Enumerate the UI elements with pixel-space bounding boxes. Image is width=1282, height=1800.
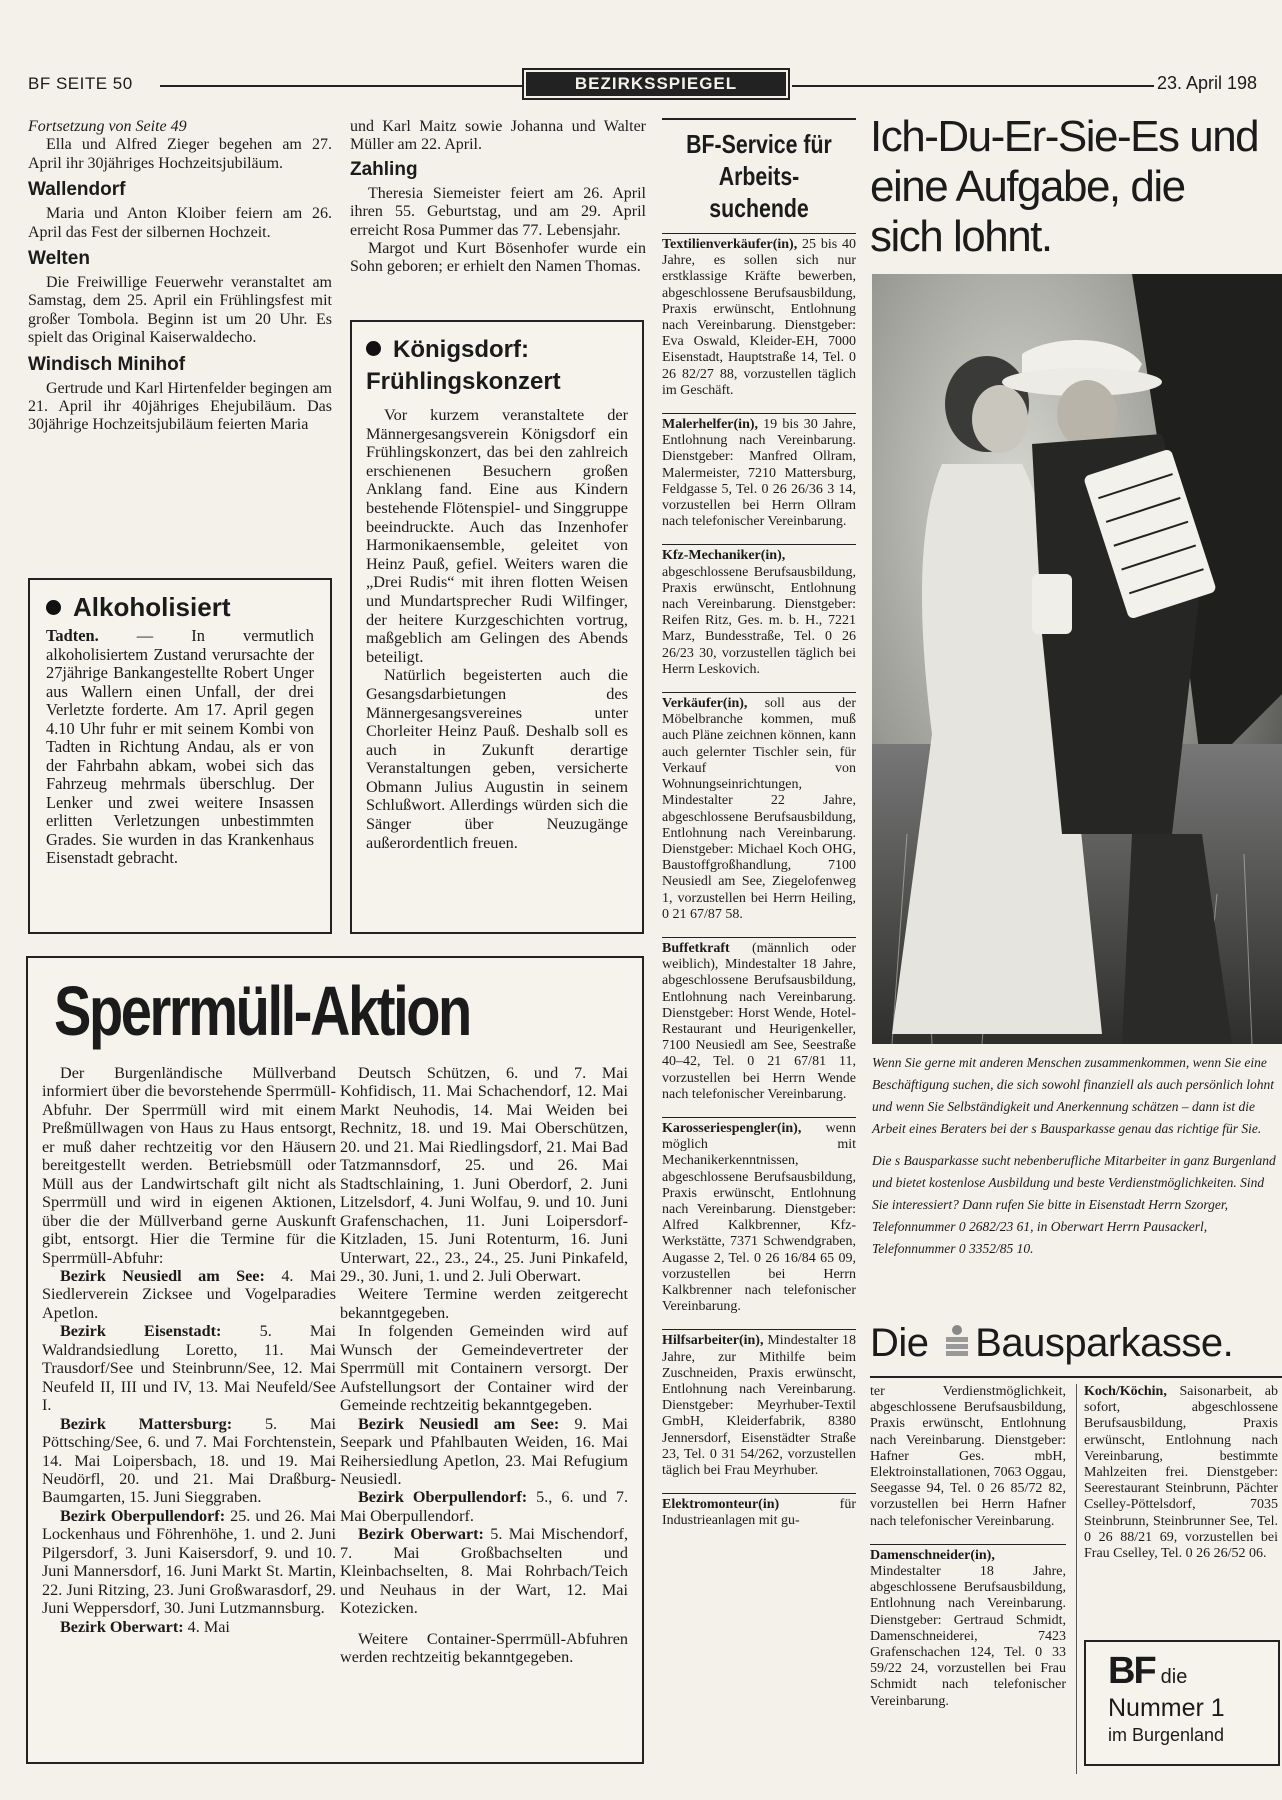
ad-photo bbox=[872, 274, 1282, 1044]
bf-die: die bbox=[1160, 1666, 1188, 1688]
heading-welten: Welten bbox=[28, 248, 90, 270]
logo-underline bbox=[870, 1376, 1282, 1378]
sperrmuell-paragraph: Der Burgenländische Müllverband informiert über die bevorstehende Sperrmüll-Abfuhr. Der Sperrmüll wird mit einem Preßmüllwagen von Haus zu Haus entsorgt, er muß daher rechtzeitig vor den Häusern bereitgestellt werden. Betriebsmüll oder Müll aus der Landwirtschaft gilt nicht als Sperrmüll und wird in eigenen Aktionen, über die der Müllverband gerne Auskunft gibt, entsorgt. Hier die Termine für die Sperrmüll-Abfuhr: bbox=[42, 1064, 336, 1267]
sperrmuell-paragraph: Bezirk Neusiedl am See: 9. Mai Seepark und Pfahlbauten Weiden, 16. Mai Reihersiedlung Apetlon, 23. Mai Refugium Neusiedl. bbox=[340, 1414, 629, 1488]
heading-zahling: Zahling bbox=[350, 158, 418, 180]
ad-headline: Ich-Du-Er-Sie-Es und eine Aufgabe, die sich lohnt. bbox=[870, 112, 1259, 261]
article-koenigsdorf bbox=[350, 320, 644, 934]
sperrmuell-paragraph: In folgenden Gemeinden wird auf Wunsch der Gemeindevertreter der Sperrmüll mit Containern versorgt. Der Aufstellungsort der Container wird der Gemeinde rechtzeitig bekanntgegeben. bbox=[340, 1322, 628, 1415]
alkoholisiert-headline: Alkoholisiert bbox=[46, 592, 314, 623]
heading-wallendorf: Wallendorf bbox=[28, 179, 126, 201]
paragraph-maitz: und Karl Maitz sowie Johanna und Walter Müller am 22. April. bbox=[350, 118, 646, 154]
continuation-note: Fortsetzung von Seite 49 bbox=[28, 118, 187, 135]
koenigsdorf-paragraph-2: Natürlich begeisterten auch die Gesangsdarbietungen des Männergesangsvereines unter Chorleiter Heinz Pauß. Deshalb soll es auch in Zukunft derartige Veranstaltungen geben, versicherte Obmann Julius Augustin in seinem Schlußwort. Allerdings würden sich die Sänger über Neuzugänge außerordentlich freuen. bbox=[366, 665, 628, 852]
section-tab-label: BEZIRKSSPIEGEL bbox=[526, 72, 786, 96]
ad-caption bbox=[872, 1052, 1276, 1260]
paragraph-ella: Ella und Alfred Zieger begehen am 27. April ihr 30jähriges Hochzeitsjubiläum. bbox=[28, 136, 332, 172]
job-koch: Koch/Köchin, Saisonarbeit, ab sofort, abgeschlossene Berufsausbildung, Praxis erwünscht, Entlohnung nach Vereinbarung, bestimmte Mahlzeiten frei. Dienstgeber: Seerestaurant Steinbrunn, Pächter Cselley-Pöttelsdorf, 7035 Steinbrunn, Steinbrunner See, Tel. 0 26 88/21 69, vorzustellen bei Frau Cselley, Tel. 0 26 26/52 06. bbox=[1084, 1384, 1278, 1562]
sperrmuell-paragraph: Weitere Termine werden zeitgerecht bekanntgegeben. bbox=[340, 1285, 628, 1322]
job-listing: Textilienverkäufer(in), 25 bis 40 Jahre, es sollen sich nur erstklassige Kräfte bewerben, abgeschlossene Berufsausbildung, Praxis erwünscht, Entlohnung nach Vereinbarung. Dienstgeber: Eva Oswald, Kleider-EH, 7000 Eisenstadt, Hauptstraße 14, Tel. 0 26 82/27 88, vorzustellen täglich im Geschäft. bbox=[662, 233, 856, 399]
job-listing: Verkäufer(in), soll aus der Möbelbranche kommen, muß auch Pläne zeichnen können, kann auch gelernter Tischler sein, für Verkauf von Wohnungseinrichtungen, Mindestalter 22 Jahre, abgeschlossene Berufsausbildung, Entlohnung nach Vereinbarung. Dienstgeber: Michael Koch OHG, Baustoffgroßhandlung, 7100 Neusiedl am See, Ziegelofenweg 1, vorzustellen bei Herrn Heiling, 0 21 67/87 58. bbox=[662, 692, 856, 923]
job-listing: Karosseriespengler(in), wenn möglich mit Mechanikerkenntnissen, abgeschlossene Berufsausbildung, Praxis erwünscht, Entlohnung nach Vereinbarung. Dienstgeber: Alfred Kalkbrenner, Kfz-Werkstätte, 7371 Schwendgraben, Augasse 2, Tel. 0 26 16/84 65 09, vorzustellen bei Herrn Kalkbrenner nach telefonischer Vereinbarung. bbox=[662, 1117, 856, 1315]
ad-caption-2: Die s Bausparkasse sucht nebenberufliche Mitarbeiter in ganz Burgenland und bietet kostenlose Ausbildung und beste Verdienstmöglichkeiten. Sind Sie interessiert? Dann rufen Sie bitte in Eisenstadt Herrn Szorger, Telefonnummer 0 2682/23 61, in Oberwart Herrn Pausackerl, Telefonnummer 0 3352/85 10. bbox=[872, 1153, 1276, 1256]
service-title: BF-Service für Arbeits- suchende bbox=[686, 129, 832, 223]
service-top-rule bbox=[662, 118, 856, 120]
sperrmuell-paragraph: Bezirk Oberpullendorf: 25. und 26. Mai Lockenhaus und Föhrenhöhe, 1. und 2. Juni Pilgersdorf, 3. Juni Kaisersdorf, 9. und 10. Juni Mannersdorf, 16. Juni Markt St. Martin, 22. Juni Ritzing, 23. Juni Großwarasdorf, 29. Juni Weppersdorf, 30. Juni Lutzmannsburg. bbox=[42, 1506, 336, 1618]
bullet-icon bbox=[366, 341, 381, 356]
sperrmuell-paragraph: Bezirk Oberpullendorf: 5., 6. und 7. Mai Oberpullendorf. bbox=[340, 1488, 628, 1525]
column-5 bbox=[870, 1384, 1066, 1724]
job-elektromonteur-continued: ter Verdienstmöglichkeit, abgeschlossene Berufsausbildung, Praxis erwünscht, Entlohnung nach Vereinbarung. Dienstgeber: Hafner Ges. mbH, Elektroinstallationen, 7063 Oggau, Seegasse 94, Tel. 0 26 85/72 82, vorzustellen bei Herrn Hafner nach telefonischer Vereinbarung. bbox=[870, 1384, 1066, 1529]
page-label: BF SEITE 50 bbox=[28, 74, 133, 93]
sperrmuell-paragraph: Bezirk Oberwart: 4. Mai bbox=[60, 1617, 230, 1636]
job-damenschneider: Damenschneider(in), Mindestalter 18 Jahre, abgeschlossene Berufsausbildung, Entlohnung nach Vereinbarung. Dienstgeber: Gertraud Schmidt, Damenschneiderei, 7423 Grafenschachen 124, Tel. 0 33 59/22 24, vorzustellen bei Frau Schmidt nach telefonischer Vereinbarung. bbox=[870, 1544, 1066, 1710]
sperrmuell-headline: Sperrmüll-Aktion bbox=[54, 972, 470, 1050]
koenigsdorf-headline: Königsdorf: Frühlingskonzert bbox=[366, 336, 561, 395]
date: 23. April 198 bbox=[1157, 73, 1258, 93]
job-listing: Buffetkraft (männlich oder weiblich), Mindestalter 18 Jahre, abgeschlossene Berufsausbildung, Entlohnung nach Vereinbarung. Dienstgeber: Horst Wende, Hotel-Restaurant und Heurigenkeller, 7100 Neusiedl am See, Seestraße 40–42, Tel. 0 21 67/81 11, vorzustellen bei Herrn Wende nach telefonischer Vereinbarung. bbox=[662, 937, 856, 1103]
sperrmuell-paragraph: Bezirk Mattersburg: 5. Mai Pöttsching/See, 6. und 7. Mai Forchtenstein, 14. Mai Loipersbach, 18. und 19. Mai Neudörfl, 20. und 21. Mai Draßburg-Baumgarten, 15. Juni Sieggraben. bbox=[42, 1414, 336, 1507]
job-listing: Malerhelfer(in), 19 bis 30 Jahre, Entlohnung nach Vereinbarung. Dienstgeber: Manfred Ollram, Malermeister, 7210 Mattersburg, Feldgasse 5, Tel. 0 26 26/36 3 14, vorzustellen bei Herrn Ollram nach telefonischer Vereinbarung. bbox=[662, 413, 856, 530]
sperrmuell-paragraph: Bezirk Oberwart: 5. Mai Mischendorf, 7. Mai Großbachselten und Kleinbachselten, 8. Mai Rohrbach/Teich und Neuhaus in der Wart, 12. Mai Kotezicken. bbox=[340, 1525, 628, 1618]
sperrmuell-paragraph: Weitere Container-Sperrmüll-Abfuhren werden rechtzeitig bekanntgegeben. bbox=[340, 1629, 628, 1667]
sparkasse-s-icon bbox=[945, 1323, 969, 1357]
job-listing: Hilfsarbeiter(in), Mindestalter 18 Jahre, zur Mithilfe beim Zuschneiden, Praxis erwünscht, Entlohnung nach Vereinbarung. Dienstgeber: Meyrhuber-Textil GmbH, Kleiderfabrik, 8380 Jennersdorf, Eisenstädter Straße 23, Tel. 0 31 54/262, vorzustellen täglich bei Frau Meyrhuber. bbox=[662, 1329, 856, 1479]
sperrmuell-column-left bbox=[42, 1064, 336, 1667]
job-listing: Kfz-Mechaniker(in), abgeschlossene Berufsausbildung, Praxis erwünscht, Entlohnung nach Vereinbarung. Dienstgeber: Reifen Ritz, Ges. m. b. H., 7221 Marz, Bundesstraße, Tel. 0 26 26/23 30, vorzustellen täglich bei Herrn Leskovich. bbox=[662, 544, 856, 678]
bausparkasse-logo: Die Bausparkasse. bbox=[870, 1321, 1234, 1365]
koenigsdorf-paragraph-1: Vor kurzem veranstaltete der Männergesangsverein Königsdorf ein Frühlingskonzert, das bei den zahlreich erschienenen Besuchern großen Anklang fand. Eine aus Kindern bestehende Flötenspiel- und Singgruppe beeindruckte. Auch das Inzenhofer Harmonikaensemble, geleitet von Heinz Pauß, gefiel. Weiters waren die „Drei Rudis“ mit ihren flotten Weisen und Mundartsprecher Rudi Wilfinger, der heitere Kurzgeschichten vortrug, maßgeblich am Gelingen des Abends beteiligt. bbox=[366, 405, 628, 666]
bullet-icon bbox=[46, 600, 61, 615]
sperrmuell-paragraph: Bezirk Neusiedl am See: 4. Mai Siedlerverein Zicksee und Vogelparadies Apetlon. bbox=[42, 1266, 336, 1322]
heading-windisch-minihof: Windisch Minihof bbox=[28, 353, 186, 375]
sperrmuell-columns bbox=[42, 1064, 628, 1667]
bf-burgenland: im Burgenland bbox=[1108, 1725, 1225, 1745]
couple-accordion-photo bbox=[872, 274, 1282, 1044]
header-rule-right bbox=[792, 85, 1154, 87]
job-listings bbox=[662, 230, 856, 1770]
paragraph-windisch-minihof: Gertrude und Karl Hirtenfelder begingen am 21. April ihr 40jähriges Ehejubiläum. Das 30jährige Hochzeitsjubiläum feierten Maria bbox=[28, 379, 332, 434]
paragraph-wallendorf: Maria und Anton Kloiber feiern am 26. April das Fest der silbernen Hochzeit. bbox=[28, 205, 332, 241]
job-listing: Elektromonteur(in) für Industrieanlagen mit gu- bbox=[662, 1493, 856, 1529]
column-6 bbox=[1084, 1384, 1278, 1576]
sperrmuell-paragraph: Bezirk Eisenstadt: 5. Mai Waldrandsiedlung Loretto, 11. Mai Trausdorf/See und Steinbrunn/See, 12. Mai Neufeld II, III und IV, 13. Mai Neufeld/See I. bbox=[42, 1322, 337, 1415]
bf-logo: BF bbox=[1108, 1650, 1155, 1692]
header-rule-left bbox=[160, 85, 522, 87]
paragraph-zahling-1: Theresia Siemeister feiert am 26. April ihren 55. Geburtstag, und am 29. April erreicht Rosa Pummer das 77. Lebensjahr. bbox=[350, 184, 646, 239]
bf-nummer: Nummer 1 bbox=[1108, 1694, 1225, 1722]
section-tab bbox=[522, 68, 790, 100]
column-1 bbox=[28, 118, 332, 435]
column-2 bbox=[350, 118, 646, 277]
column-divider bbox=[1076, 1384, 1077, 1774]
article-alkoholisiert bbox=[28, 578, 332, 934]
paragraph-welten: Die Freiwillige Feuerwehr veranstaltet am Samstag, dem 25. April ein Frühlingsfest mit großer Tombola. Beginn ist um 20 Uhr. Es spielt das Original Kaiserwaldecho. bbox=[28, 274, 332, 347]
sperrmuell-column-right bbox=[340, 1064, 628, 1667]
paragraph-zahling-2: Margot und Kurt Bösenhofer wurde ein Sohn geboren; er erhielt den Namen Thomas. bbox=[350, 240, 646, 276]
bf-promo-box bbox=[1084, 1640, 1280, 1766]
alkoholisiert-body: Tadten. — In vermutlich alkoholisiertem Zustand verursachte der 27jährige Bankangestellte Robert Unger aus Wallern einen Unfall, der drei Verletzte forderte. Am 17. April gegen 4.10 Uhr fuhr er mit seinem Kombi von Tadten in Richtung Andau, als er von der Fahrbahn abkam, wobei sich das Fahrzeug mehrmals überschlug. Der Lenker und zwei weitere Insassen erlitten Verletzungen unbestimmten Grades. Sie wurden in das Krankenhaus Eisenstadt gebracht. bbox=[46, 626, 314, 867]
ad-caption-1: Wenn Sie gerne mit anderen Menschen zusammenkommen, wenn Sie eine Beschäftigung suchen, die sich sowohl finanziell als auch persönlich lohnt und wenn Sie Selbständigkeit und Anerkennung schätzen – dann ist die Arbeit eines Beraters bei der s Bausparkasse genau das richtige für Sie. bbox=[872, 1055, 1274, 1136]
article-sperrmuell bbox=[26, 956, 644, 1764]
sperrmuell-paragraph: Deutsch Schützen, 6. und 7. Mai Kohfidisch, 11. Mai Schachendorf, 12. Mai Markt Neuhodis, 14. Mai Weiden bei Rechnitz, 18. und 19. Mai Oberschützen, 20. und 21. Mai Riedlingsdorf, 21. Mai Bad Tatzmannsdorf, 25. und 26. Mai Stadtschlaining, 1. Juni Oberdorf, 2. Juni Litzelsdorf, 4. Juni Wolfau, 9. und 10. Juni Grafenschachen, 11. Juni Loipersdorf-Kitzladen, 15. Juni Rotenturm, 16. Juni Unterwart, 22., 23., 24., 25. Juni Pinkafeld, 29., 30. Juni, 1. und 2. Juli Oberwart. bbox=[340, 1064, 628, 1285]
